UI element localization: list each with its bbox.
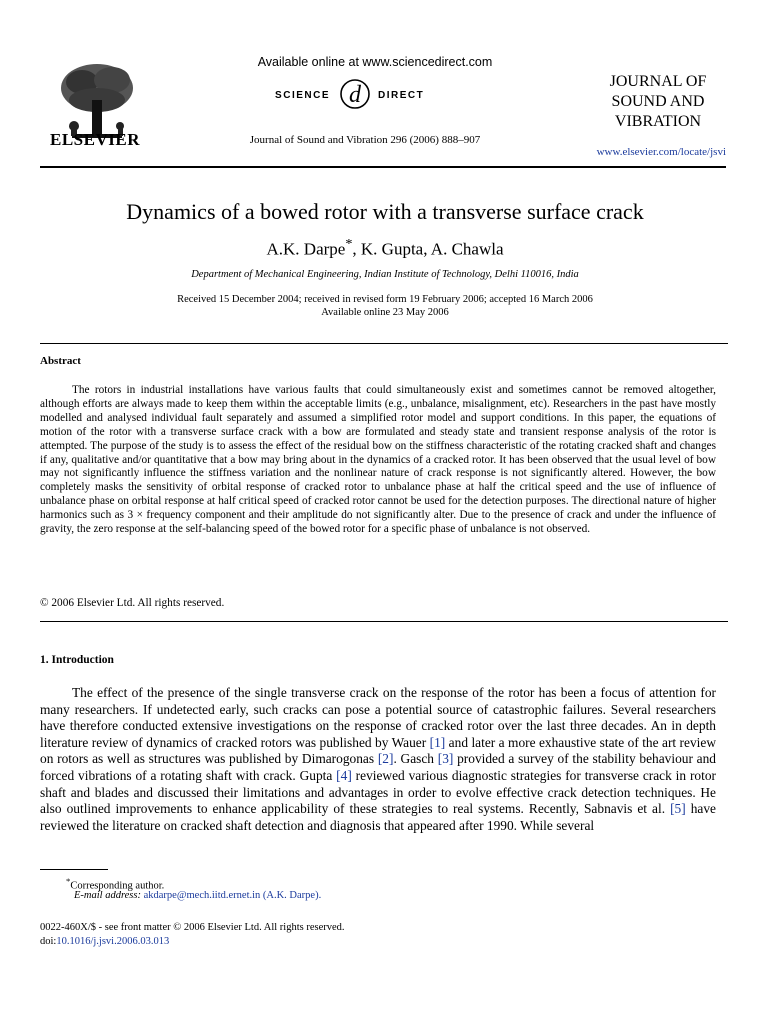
corresponding-author-label: Corresponding author. — [70, 880, 165, 892]
intro-text-3: . Gasch — [393, 751, 438, 767]
journal-name — [590, 72, 726, 132]
journal-name-line-3: VIBRATION — [614, 113, 702, 130]
doi-label: doi: — [40, 936, 57, 947]
reference-link-4[interactable]: [4] — [336, 767, 352, 783]
svg-text:d: d — [349, 82, 361, 108]
received-dates: Received 15 December 2004; received in revised form 19 February 2006; accepted 16 March 2006 — [177, 294, 593, 305]
intro-text-6: have reviewed the literature on cracked shaft detection and diagnosis that appeared after 1990. While several — [40, 801, 716, 833]
author-coauthors: , K. Gupta, A. Chawla — [352, 239, 504, 259]
footnote-rule — [40, 869, 108, 870]
section-heading-introduction: 1. Introduction — [40, 654, 114, 666]
abstract-body: The rotors in industrial installations have various faults that could simultaneously exist and sometimes cannot be removed altogether, although efforts are always made to keep them within the acceptable limits (e.g., unbalance, misalignment, etc). Researchers in the past have mostly modelled and analysed individual fault separately and assumed a simplified rotor model and support conditions. In this paper, the equations of motion of the rotor with a transverse surface crack with a bow are formulated and steady state and transient response analysis of the rotor is attempted. The purpose of the study is to assess the effect of the residual bow on the stiffness characteristic of the rotating cracked shaft and changes if any, qualitative and/or quantitative that a bow may bring about in the dynamics of a cracked rotor. It has been observed that the usual level of bow may not significantly influence the stiffness variation and the nonlinear nature of crack response is not significantly altered. However, the bow completely masks the sensitivity of orbital response of cracked rotor to unbalance phase at half the critical speed and the use of influence of unbalance phase on orbital response at half critical speed of cracked rotor cannot be used for the detection purposes. The directional nature of higher harmonics such as 3 × frequency component and their amplitude do not significantly alter. Due to the presence of crack and under the influence of gravity, the zero response at the self-balancing speed of the bowed rotor for a specific phase of unbalance is not observed. — [40, 384, 716, 536]
journal-name-line-1: JOURNAL OF — [609, 73, 707, 90]
reference-link-5[interactable]: [5] — [670, 801, 686, 817]
journal-citation: Journal of Sound and Vibration 296 (2006) 888–907 — [249, 134, 481, 146]
author-darpe: A.K. Darpe — [266, 239, 346, 259]
journal-name-line-2: SOUND AND — [611, 93, 705, 110]
intro-text-1: The effect of the presence of the single transverse crack on the response of the rotor has been a focus of attention for many researchers. If undetected early, such cracks can pose a potential source of catastrophic failures. Several researchers have therefore conducted extensive investigations on the response of cracked rotor over the last three decades. An in depth literature review of dynamics of cracked rotors was published by Wauer — [40, 685, 716, 750]
reference-link-1[interactable]: [1] — [429, 734, 446, 750]
article-dates — [40, 293, 730, 319]
abstract-copyright: © 2006 Elsevier Ltd. All rights reserved. — [40, 597, 225, 609]
available-online-text[interactable]: Available online at www.sciencedirect.com — [257, 55, 493, 69]
footnote-email — [74, 890, 321, 901]
email-address-label: E-mail address: — [74, 890, 141, 901]
doi-link[interactable]: 10.1016/j.jsvi.2006.03.013 — [56, 936, 170, 947]
doi-line — [40, 935, 345, 949]
abstract-heading: Abstract — [40, 355, 81, 367]
publisher-name: ELSEVIER — [50, 130, 140, 149]
reference-link-3[interactable]: [3] — [437, 751, 454, 767]
intro-text-2: and later a more exhaustive state of the art review on rotors as well as structures was published by Dimarogonas — [40, 734, 716, 767]
sciencedirect-logo-icon — [260, 76, 490, 112]
intro-text-4: provided a survey of the stability behaviour and forced vibrations of a rotating shaft with crack. Gupta — [40, 751, 717, 783]
article-authors — [40, 236, 730, 260]
journal-url-link[interactable]: www.elsevier.com/locate/jsvi — [596, 146, 726, 158]
footnote-star-marker: * — [66, 876, 71, 886]
front-matter — [40, 921, 345, 949]
reference-link-2[interactable]: [2] — [377, 751, 394, 767]
intro-text-5: reviewed various diagnostic strategies for transverse crack in rotor shaft and blades and discussed their limitations and advantages in order to evolve effective crack detection techniques. He also outlined improvements to enhance applicability of these strategies to real systems. Recently, Sabnavis et al. — [40, 767, 716, 817]
header-divider — [40, 166, 726, 168]
corresponding-author-marker[interactable]: * — [345, 236, 353, 252]
author-affiliation: Department of Mechanical Engineering, Indian Institute of Technology, Delhi 110016, India — [191, 269, 579, 280]
sciencedirect-direct-word: DIRECT — [378, 90, 425, 101]
abstract-top-rule — [40, 343, 728, 344]
sciencedirect-science-word: SCIENCE — [275, 90, 330, 101]
front-matter-issn: 0022-460X/$ - see front matter © 2006 Elsevier Ltd. All rights reserved. — [40, 922, 345, 933]
article-title: Dynamics of a bowed rotor with a transverse surface crack — [126, 199, 644, 224]
available-online-date: Available online 23 May 2006 — [321, 307, 449, 318]
introduction-paragraph — [40, 685, 716, 834]
email-link[interactable]: akdarpe@mech.iitd.ernet.in (A.K. Darpe). — [143, 890, 322, 901]
abstract-bottom-rule — [40, 621, 728, 622]
